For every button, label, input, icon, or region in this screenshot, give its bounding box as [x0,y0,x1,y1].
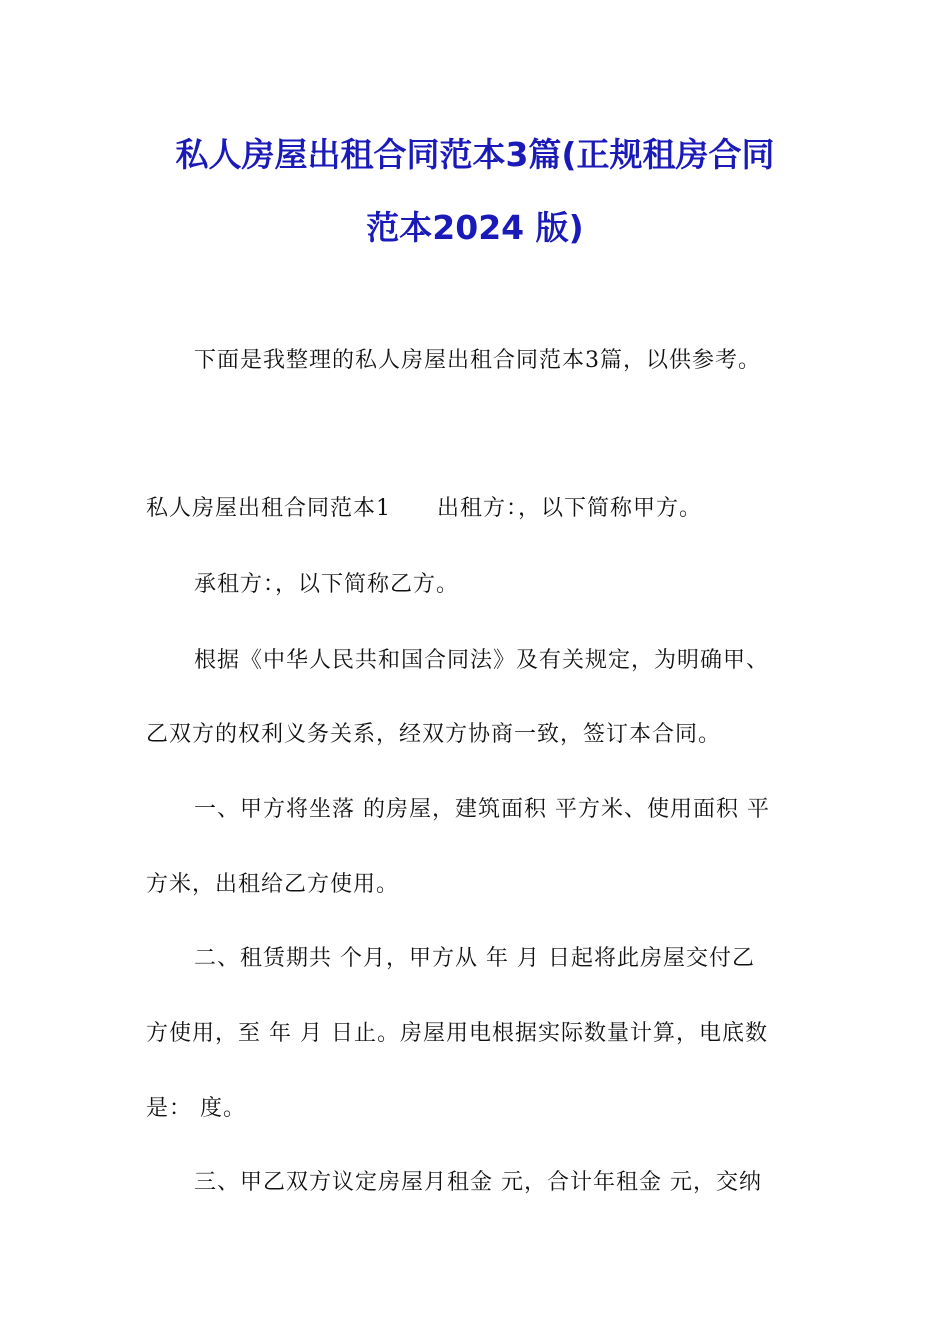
clause-2-line-2: 方使用，至 年 月 日止。房屋用电根据实际数量计算，电底数 [146,1021,768,1046]
clause-3-line-1: 三、甲乙双方议定房屋月租金 元，合计年租金 元，交纳 [194,1170,762,1195]
clause-1-line-1: 一、甲方将坐落 的房屋，建筑面积 平方米、使用面积 平 [194,797,770,822]
section-1-heading-line [146,494,810,524]
basis-line-2: 乙双方的权利义务关系，经双方协商一致，签订本合同。 [146,722,722,747]
intro-paragraph: 下面是我整理的私人房屋出租合同范本3篇，以供参考。 [194,348,761,373]
clause-2-line-3: 是： 度。 [146,1096,246,1121]
document-title-line-1: 私人房屋出租合同范本3篇(正规租房合同 [175,135,775,174]
document-title-line-2: 范本2024 版) [366,208,584,247]
basis-line-1: 根据《中华人民共和国合同法》及有关规定，为明确甲、 [194,648,770,673]
lessor-line: 出租方：，以下简称甲方。 [437,496,703,521]
lessee-line: 承租方：，以下简称乙方。 [194,572,460,597]
section-1-heading: 私人房屋出租合同范本1 [146,496,391,521]
clause-1-line-2: 方米，出租给乙方使用。 [146,872,400,897]
clause-2-line-1: 二、租赁期共 个月，甲方从 年 月 日起将此房屋交付乙 [194,946,755,971]
